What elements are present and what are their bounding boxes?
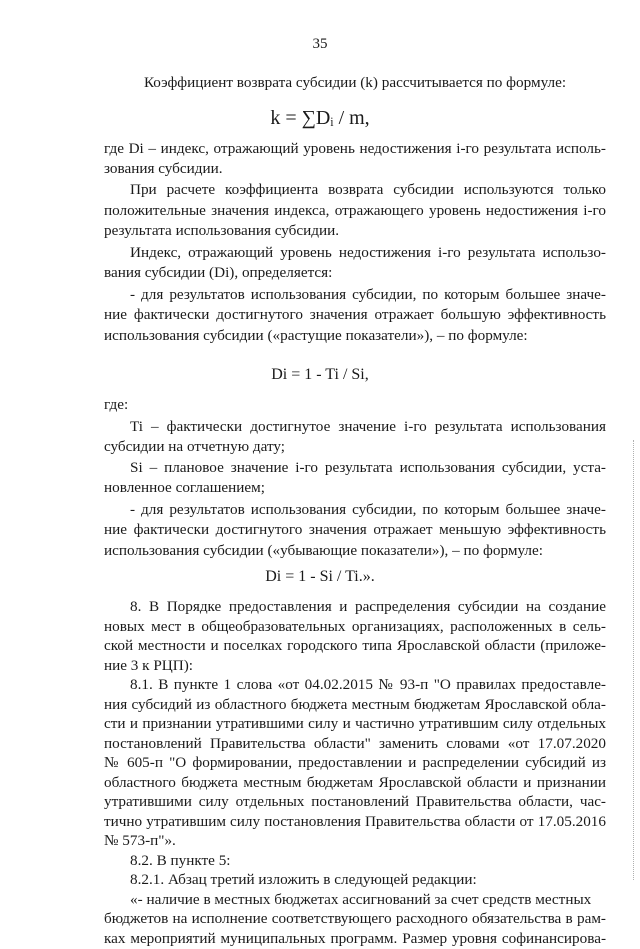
formula-k: k = ∑Dᵢ / m, [270,107,370,129]
text-line: вания субсидии (Di), определяется: [104,264,333,281]
text-line: утратившими силу отдельных постановлений Правительства области, час- [104,793,606,810]
page-number: 35 [312,36,328,52]
text-line: «- наличие в местных бюджетах ассигнований за счет средств местных [130,890,592,908]
text-line: новленное соглашением; [104,479,265,496]
formula-growing: Di = 1 - Ti / Si, [271,366,369,383]
text-line: ние фактически достигнутого значения отражает меньшую эффективность [104,521,606,538]
text-line: ках мероприятий муниципальных программ. Размер уровня софинансирова- [104,929,606,947]
text-line: использования субсидии («растущие показатели»), – по формуле: [104,327,528,344]
text-line: где: [104,396,129,413]
text-line: Si – плановое значение i-го результата использования субсидии, уста- [130,459,606,476]
formula-intro: Коэффициент возврата субсидии (k) рассчитывается по формуле: [143,74,567,91]
text-line: При расчете коэффициента возврата субсидии используются только [130,181,606,198]
text-line: 8. В Порядке предоставления и распределения субсидии на создание [130,598,606,615]
text-line: 8.2.1. Абзац третий изложить в следующей редакции: [130,871,477,888]
scan-margin-mark [632,440,634,880]
text-line: использования субсидии («убывающие показатели»), – по формуле: [104,542,543,559]
text-line: ской местности и поселках городского типа Ярославской области (приложе- [104,637,606,654]
text-line: бюджетов на исполнение соответствующего расходного обязательства в рам- [104,910,606,927]
text-line: Ti – фактически достигнутое значение i-го результата использования [130,418,606,435]
text-line: субсидии на отчетную дату; [104,438,286,455]
text-line: тично утратившим силу постановления Правительства области от 17.05.2016 [104,812,606,830]
text-line: ния субсидий из областного бюджета местным бюджетам Ярославской обла- [104,695,606,713]
text-line: 8.2. В пункте 5: [130,851,231,869]
text-line: № 573-п"». [104,832,176,849]
text-line: где Di – индекс, отражающий уровень недостижения i-го результата исполь- [104,140,606,157]
text-line: Индекс, отражающий уровень недостижения i-го результата использо- [130,244,606,261]
text-line: ние фактически достигнутого значения отражает большую эффективность [104,306,606,323]
text-line: результата использования субсидии. [104,222,340,239]
text-line: сти и признании утратившими силу и частично утратившим силу отдельных [104,715,606,732]
text-line: областного бюджета местным бюджетам Ярославской области и признании [104,773,606,791]
text-line: ние 3 к РЦП): [104,656,194,674]
text-line: зования субсидии. [104,160,223,177]
text-line: - для результатов использования субсидии, по которым большее значе- [130,286,606,303]
text-line: № 605-п "О формировании, предоставлении и распределении субсидий из [104,754,606,771]
text-line: постановлений Правительства области" заменить словами «от 17.07.2020 [104,734,606,752]
text-line: новых мест в общеобразовательных организациях, расположенных в сель- [104,617,606,635]
text-line: 8.1. В пункте 1 слова «от 04.02.2015 № 93-п "О правилах предоставле- [130,676,606,693]
formula-declining: Di = 1 - Si / Ti.». [265,568,375,585]
text-line: - для результатов использования субсидии, по которым большее значе- [130,501,606,518]
text-line: положительные значения индекса, отражающего уровень недостижения i-го [104,202,606,219]
